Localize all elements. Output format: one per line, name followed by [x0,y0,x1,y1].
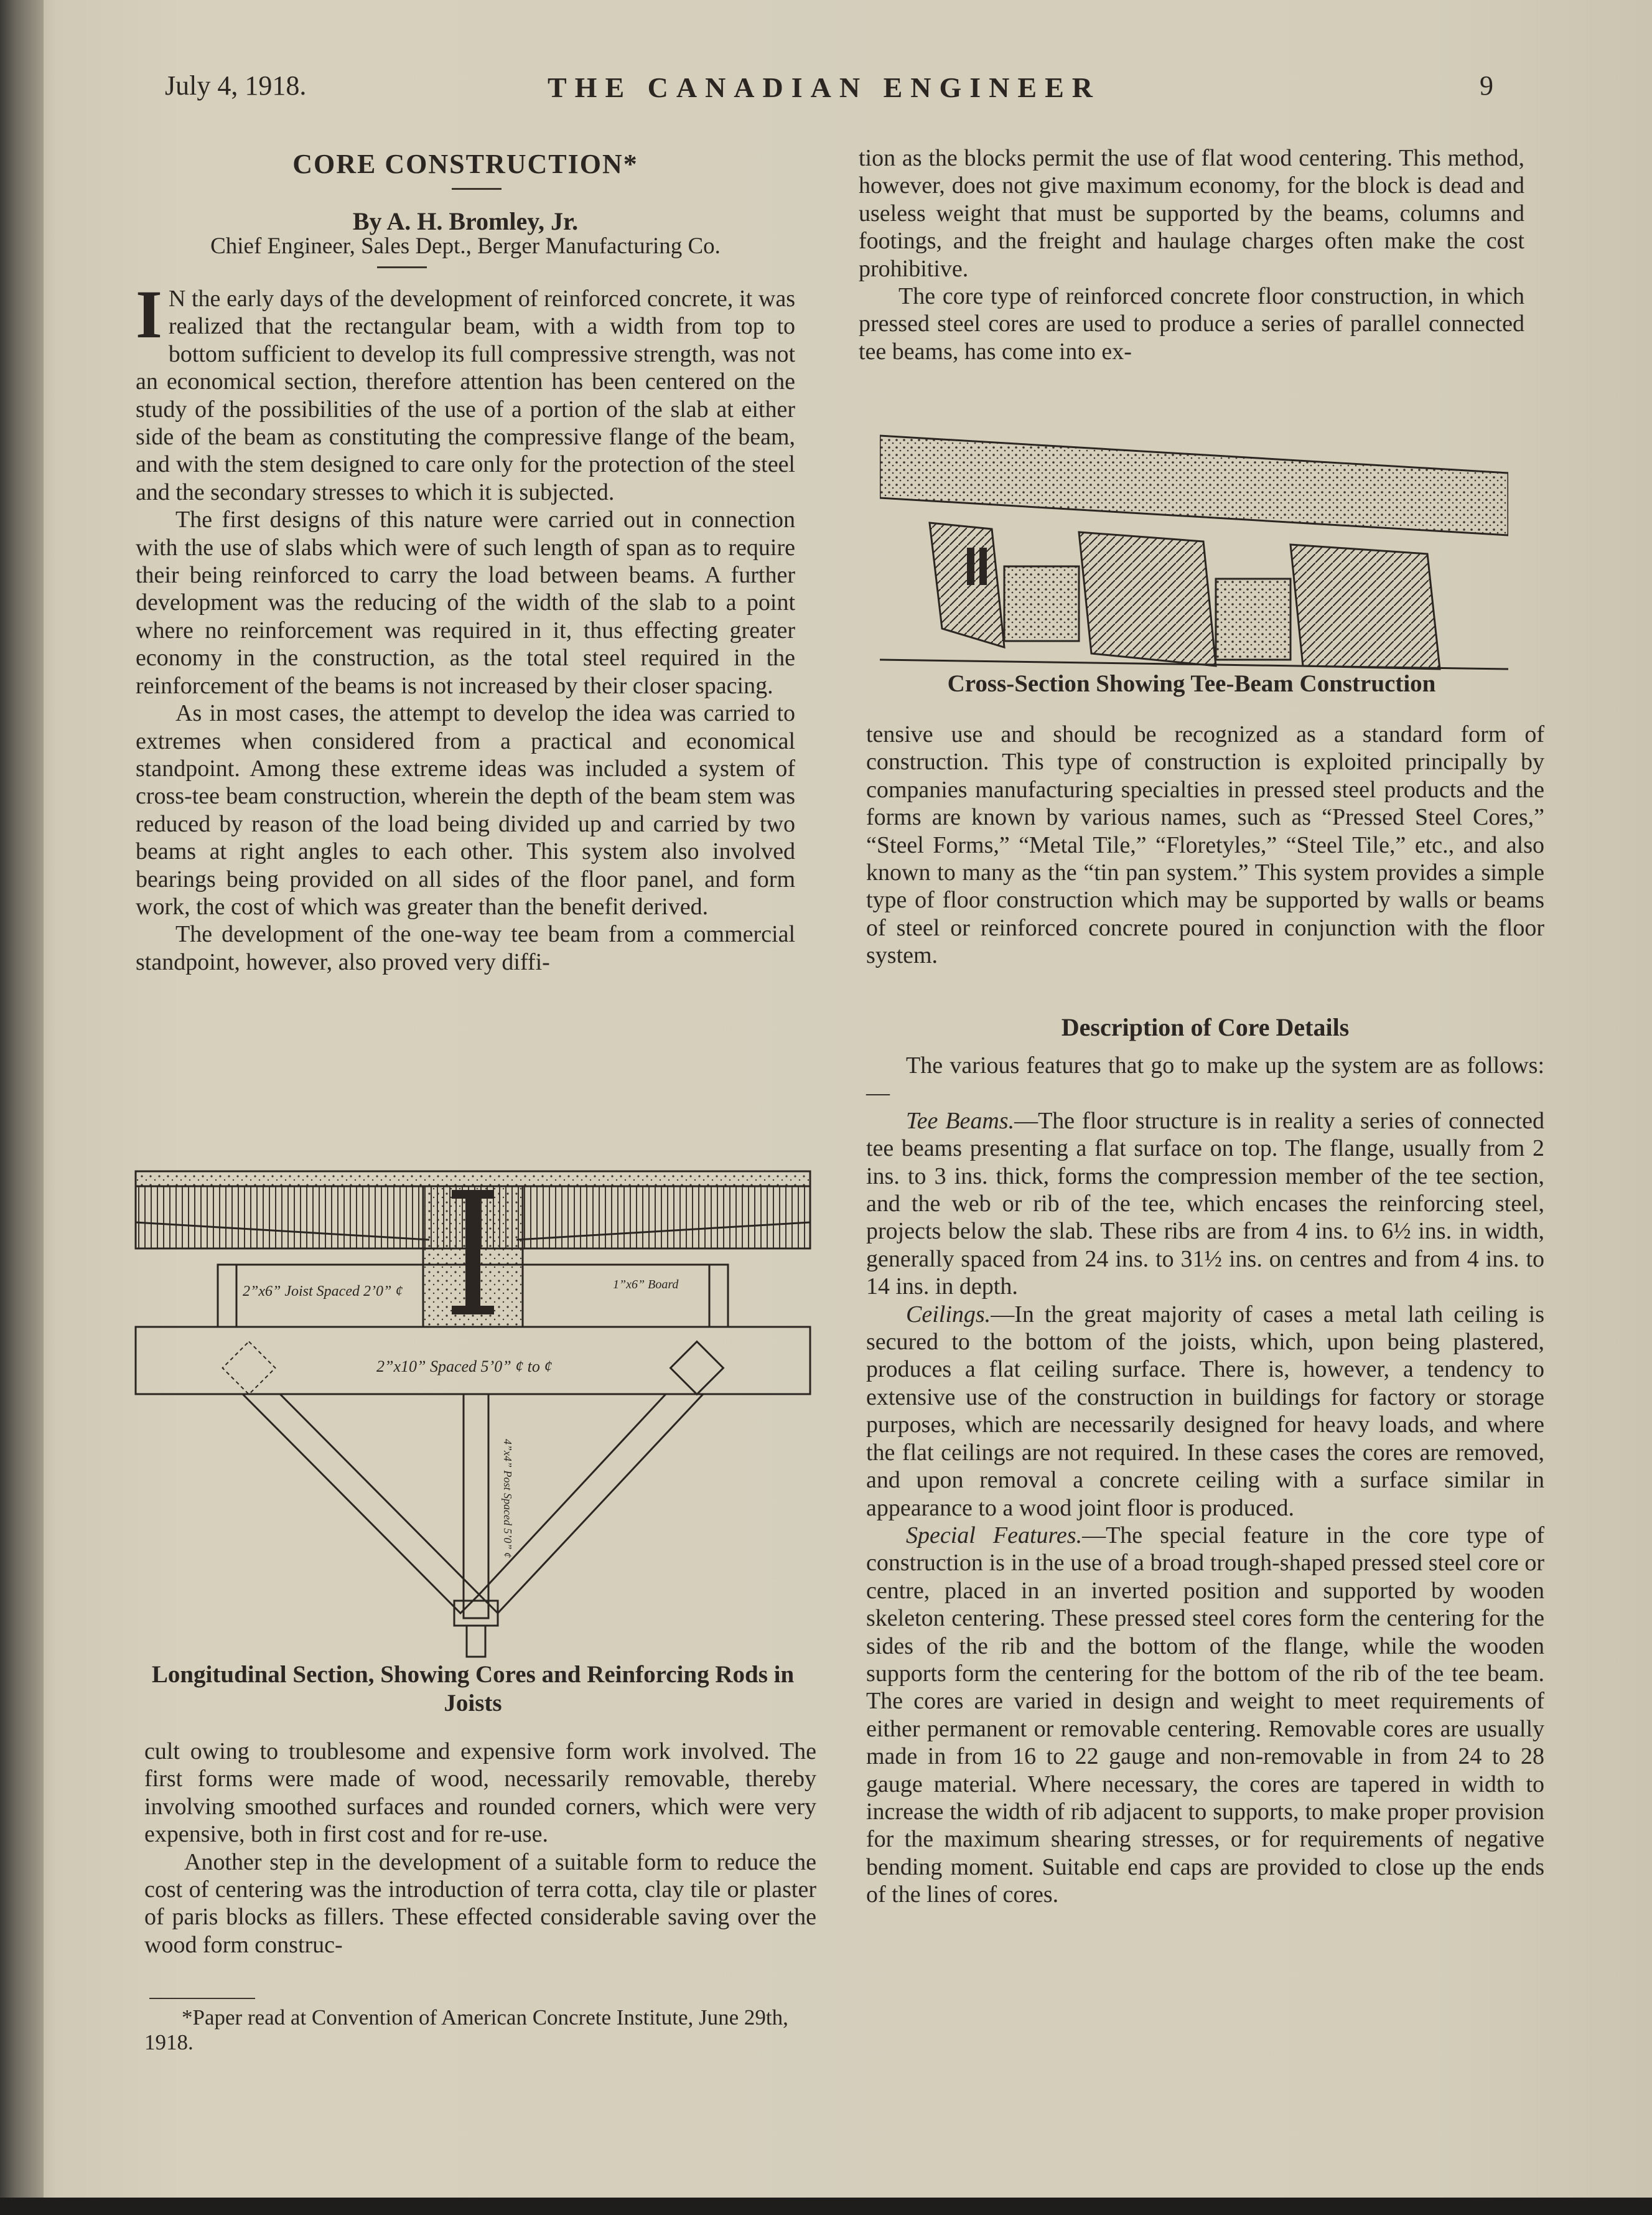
scan-edge [0,2198,1652,2215]
right-column-bottom [866,721,1544,970]
paragraph-intro [136,276,795,506]
paragraph-text: —The special feature in the core type of construction is in the use of a broad trough-shaped pressed steel core or centre, placed in an inverted position and supported by wooden skeleton centering. These pressed steel cores form the centering for the sides of the rib and the bottom of the flange, while the wooden supports form the centering for the bottom of the rib of the tee beam. The cores are varied in design and weight to meet requirements of either permanent or removable centering. Removable cores are usually made in from 16 to 22 gauge and non-removable in from 24 to 28 gauge material. Where necessary, the cores are tapered in width to increase the width of rib adjacent to supports, to make proper provision for the maximum shearing stresses, or for requirements of negative bending moment. Suitable end caps are provided to close up the ends of the lines of cores. [866,1522,1544,1908]
paragraph: cult owing to troublesome and expensive form work involved. The first forms were made of wood, necessarily removable, thereby involving smoothed surfaces and rounded corners, which were very expensive, both in first cost and for re-use. [144,1738,816,1848]
paragraph-text: N the early days of the development of reinforced concrete, it was realized that the rectangular beam, with a width from top to bottom sufficient to develop its full compressive strength, was not an economical section, therefore attention has been centered on the study of the possibilities of the use of a portion of the slab at either side of the beam as constituting the compressive flange of the beam, and with the stem designed to care only for the protection of the steel and the secondary stresses to which it is subjected. [136,286,795,505]
paragraph: Another step in the development of a suitable form to reduce the cost of centering was the introduction of terra cotta, clay tile or plaster of paris blocks as fillers. These effected considerable saving over the wood form construc- [144,1848,816,1958]
board-label: 1”x6” Board [613,1278,679,1291]
journal-title: THE CANADIAN ENGINEER [548,72,1101,103]
longitudinal-section-figure [131,1165,815,1669]
paragraph-special-features [866,1522,1544,1909]
footnote [144,2005,816,2055]
paragraph: The various features that go to make up the system are as follows:— [866,1052,1544,1107]
paragraph: tensive use and should be recognized as a standard form of construction. This type of construction is exploited principally by companies manufacturing specialties in pressed steel products and the forms are known by various names, such as “Pressed Steel Cores,” “Steel Forms,” “Metal Tile,” “Floretyles,” “Steel Tile,” etc., and also known to many as the “tin pan system.” This system provides a simple type of floor construction which may be supported by walls or beams of steel or reinforced concrete poured in conjunction with the floor system. [866,721,1544,969]
paragraph: The core type of reinforced concrete floor construction, in which pressed steel cores are used to produce a series of parallel connected tee beams, has come into ex- [859,283,1524,365]
paragraph-text: —In the great majority of cases a metal lath ceiling is secured to the bottom of the joists, which, upon being plastered, produces a flat ceiling surface. There is, however, a tendency to extensive use of the construction in buildings for factory or storage purposes, which are necessarily designed for heavy loads, and where the flat ceilings are not required. In these cases the cores are removed, and upon removal a concrete ceiling with a surface similar in appearance to a wood joint floor is produced. [866,1301,1544,1521]
running-header [0,70,1652,113]
joist-label: 2”x6” Joist Spaced 2’0” ¢ [243,1283,403,1299]
paragraph-text: —The floor structure is in reality a series of connected tee beams presenting a flat surface on top. The flange, usually from 2 ins. to 3 ins. thick, forms the compression member of the tee section, and the web or rib of the tee, which encases the reinforcing steel, projects below the slab. These ribs are from 4 ins. to 6½ ins. in width, generally spaced from 24 ins. to 31½ ins. on centres and from 4 ins. to 14 ins. in depth. [866,1107,1544,1300]
paragraph-tee-beams [866,1107,1544,1301]
right-column-details [866,1052,1544,1909]
ledger-label: 2”x10” Spaced 5’0” ¢ to ¢ [376,1357,553,1375]
title-rule [452,188,502,190]
tee-beams-label: Tee Beams. [906,1107,1015,1134]
figure1-caption: Longitudinal Section, Showing Cores and Reinforcing Rods in Joists [151,1661,795,1716]
byline-rule [377,266,427,268]
paragraph-ceilings [866,1301,1544,1522]
section-subheading: Description of Core Details [1061,1013,1350,1041]
paragraph: The development of the one-way tee beam from a commercial standpoint, however, also proved very diffi- [136,921,795,975]
left-column-bottom [144,1738,816,1959]
figure2-caption: Cross-Section Showing Tee-Beam Construction [947,670,1436,697]
right-column-top [859,144,1524,365]
paragraph: tion as the blocks permit the use of flat wood centering. This method, however, does not give maximum economy, for the block is dead and useless weight that must be supported by the beams, columns and footings, and the freight and haulage charges often make the cost prohibitive. [859,145,1524,282]
ceilings-label: Ceilings. [906,1301,991,1328]
paragraph: As in most cases, the attempt to develop the idea was carried to extremes when considered from a practical and economical standpoint. Among these extreme ideas was included a system of cross-tee beam construction, wherein the depth of the beam stem was reduced by reason of the load being divided up and carried by two beams at right angles to each other. This system also involved bearings being provided on all sides of the floor panel, and form work, the cost of which was greater than the benefit derived. [136,700,795,920]
article-byline: By A. H. Bromley, Jr. [352,207,579,235]
page-number: 9 [1480,70,1493,101]
cross-section-figure [880,423,1508,672]
footnote-rule [149,1998,255,1999]
special-features-label: Special Features. [906,1522,1083,1548]
drop-cap: I [136,276,162,352]
footnote-text: *Paper read at Convention of American Concrete Institute, June 29th, 1918. [144,2005,788,2054]
author-affiliation: Chief Engineer, Sales Dept., Berger Manufacturing Co. [210,233,721,259]
post-label: 4”x4” Post Spaced 5’0” ¢ [502,1439,514,1558]
paragraph: The first designs of this nature were carried out in connection with the use of slabs which were of such length of span as to require their being reinforced to carry the load between beams. A further development was the reducing of the width of the slab to a point where no reinforcement was required in it, thus effecting greater economy in the construction, as the total steel required in the reinforcement of the beams is not increased by their closer spacing. [136,507,795,699]
header-date: July 4, 1918. [165,70,307,101]
left-column-top [136,276,795,976]
article-title: CORE CONSTRUCTION* [292,149,638,179]
binding-spine [0,0,44,2215]
